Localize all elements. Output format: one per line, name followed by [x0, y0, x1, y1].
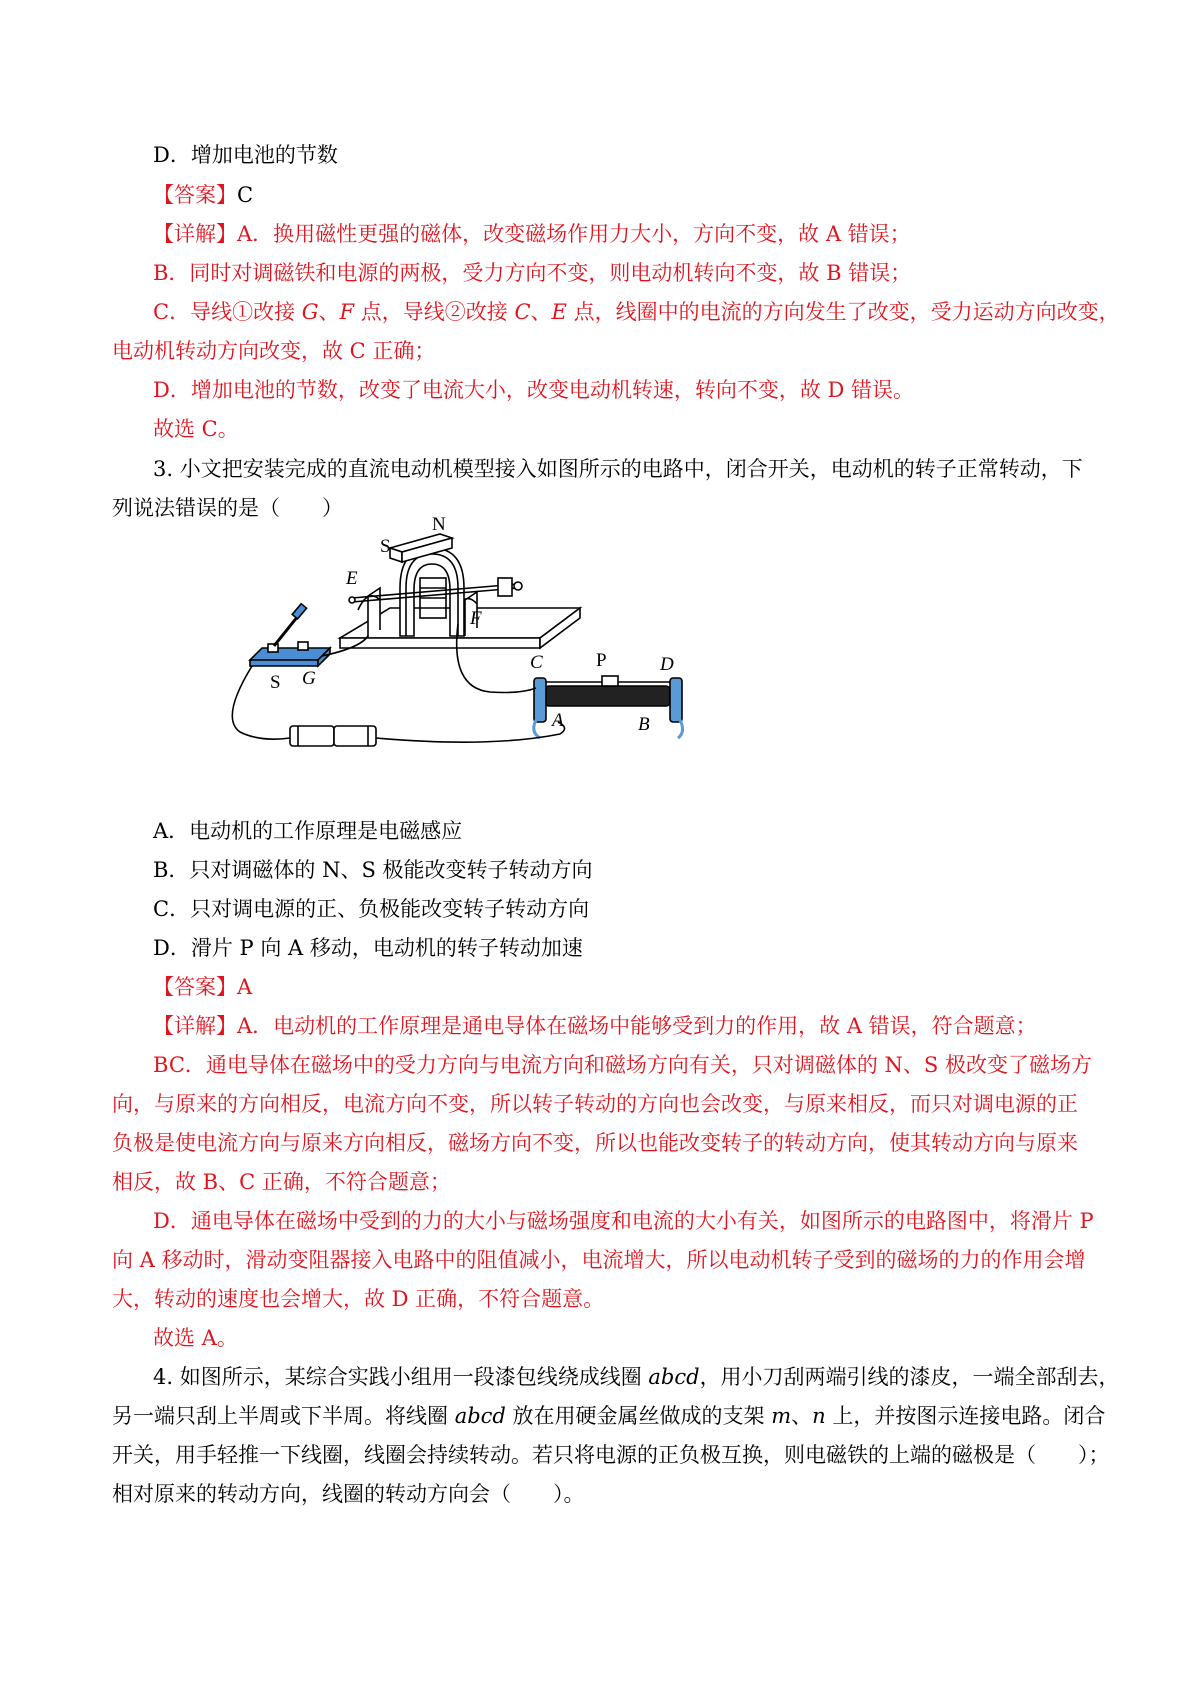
- q3-detail-d-line2: 向 A 移动时，滑动变阻器接入电路中的阻值减小，电流增大，所以电动机转子受到的磁场的力的作用会增: [112, 1248, 1086, 1272]
- label-g: G: [302, 668, 316, 689]
- text-seg: E: [551, 300, 567, 324]
- q3-option-b: B．只对调磁体的 N、S 极能改变转子转动方向: [153, 858, 593, 882]
- q3-option-d: D．滑片 P 向 A 移动，电动机的转子转动加速: [153, 936, 583, 960]
- answer-label: 【答案】: [153, 975, 237, 999]
- q2-detail-d: D．增加电池的节数，改变了电流大小，改变电动机转速，转向不变，故 D 错误。: [153, 378, 915, 402]
- text-seg: C: [514, 300, 531, 324]
- label-s-top: S: [380, 536, 391, 557]
- q2-selection: 故选 C。: [153, 417, 239, 441]
- answer-value: A: [237, 975, 253, 999]
- detail-label: 【详解】: [153, 222, 237, 246]
- text-seg: ，用小刀刮两端引线的漆皮，一端全部刮去，: [699, 1365, 1120, 1389]
- text-seg: 4. 如图所示，某综合实践小组用一段漆包线绕成线圈: [153, 1365, 649, 1389]
- q2-detail-b: B．同时对调磁铁和电源的两极，受力方向不变，则电动机转向不变，故 B 错误；: [153, 261, 912, 285]
- rheostat-slider: [602, 676, 618, 686]
- q3-selection: 故选 A。: [153, 1326, 238, 1350]
- q2-detail-c-line1: [153, 297, 1120, 327]
- label-s-switch: S: [270, 672, 281, 693]
- label-p: P: [596, 650, 607, 671]
- q3-stem-line2: 列说法错误的是（ ）: [112, 496, 343, 520]
- wire: [232, 666, 290, 739]
- text-seg: 点，导线②改接: [354, 300, 515, 324]
- text-seg: 上，并按图示连接电路。闭合: [825, 1404, 1106, 1428]
- text-seg: abcd: [454, 1404, 506, 1428]
- text-seg: 、: [530, 300, 552, 324]
- text-seg: F: [339, 300, 355, 324]
- q3-detail-d-line1: D．通电导体在磁场中受到的力的大小与磁场强度和电流的大小有关，如图所示的电路图中，将滑片 P: [153, 1209, 1094, 1233]
- label-b: B: [638, 714, 650, 735]
- label-e: E: [346, 568, 358, 589]
- motor-circuit-figure: [240, 514, 780, 808]
- q4-stem-line2: [112, 1401, 1105, 1431]
- answer-label: 【答案】: [153, 183, 237, 207]
- q3-answer: [153, 972, 252, 1002]
- answer-value: C: [237, 183, 254, 207]
- q3-detail-bc-line2: 向，与原来的方向相反，电流方向不变，所以转子转动的方向也会改变，与原来相反，而只对调电源的正: [112, 1092, 1078, 1116]
- label-f: F: [470, 608, 482, 629]
- text-seg: 另一端只刮上半周或下半周。将线圈: [112, 1404, 455, 1428]
- text-seg: C．导线①改接: [153, 300, 302, 324]
- q4-stem-line4: 相对原来的转动方向，线圈的转动方向会（ ）。: [112, 1482, 585, 1506]
- switch-lever: [274, 616, 298, 646]
- text-seg: 点，线圈中的电流的方向发生了改变，受力运动方向改变，: [566, 300, 1120, 324]
- text-seg: abcd: [648, 1365, 700, 1389]
- label-n-top: N: [432, 514, 446, 535]
- q3-option-c: C．只对调电源的正、负极能改变转子转动方向: [153, 897, 590, 921]
- q3-detail-bc-line1: BC．通电导体在磁场中的受力方向与电流方向和磁场方向有关，只对调磁体的 N、S 极改变了磁场方: [153, 1053, 1092, 1077]
- detail-text: A．换用磁性更强的磁体，改变磁场作用力大小，方向不变，故 A 错误；: [237, 222, 911, 246]
- text-seg: G: [301, 300, 319, 324]
- q4-stem-line1: [153, 1362, 1120, 1392]
- wire: [376, 722, 565, 742]
- q3-detail-a: [153, 1011, 1037, 1041]
- q3-detail-bc-line4: 相反，故 B、C 正确，不符合题意；: [112, 1170, 451, 1194]
- rheostat-body: [545, 686, 670, 706]
- text-seg: 、: [791, 1404, 813, 1428]
- text-seg: m: [771, 1404, 792, 1428]
- q2-detail-a: [153, 219, 911, 249]
- text-seg: 、: [318, 300, 340, 324]
- text-seg: n: [812, 1404, 826, 1428]
- text-seg: 放在用硬金属丝做成的支架: [505, 1404, 772, 1428]
- switch-base: [250, 648, 330, 660]
- detail-text: A．电动机的工作原理是通电导体在磁场中能够受到力的作用，故 A 错误，符合题意；: [237, 1014, 1037, 1038]
- label-a: A: [552, 710, 564, 731]
- q3-detail-d-line3: 大，转动的速度也会增大，故 D 正确，不符合题意。: [112, 1287, 605, 1311]
- q2-answer: [153, 180, 253, 210]
- label-d: D: [660, 654, 674, 675]
- label-c: C: [530, 652, 543, 673]
- q2-detail-c-line2: 电动机转动方向改变，故 C 正确；: [112, 339, 436, 363]
- q3-detail-bc-line3: 负极是使电流方向与原来方向相反，磁场方向不变，所以也能改变转子的转动方向，使其转动方向与原来: [112, 1131, 1078, 1155]
- battery-1: [290, 726, 334, 746]
- q3-option-a: A．电动机的工作原理是电磁感应: [153, 819, 463, 843]
- q3-stem-line1: 3. 小文把安装完成的直流电动机模型接入如图所示的电路中，闭合开关，电动机的转子正常转动，下: [153, 457, 1083, 481]
- q4-stem-line3: 开关，用手轻推一下线圈，线圈会持续转动。若只将电源的正负极互换，则电磁铁的上端的磁极是（ ）；: [112, 1443, 1110, 1467]
- detail-label: 【详解】: [153, 1014, 237, 1038]
- q2-option-d: D．增加电池的节数: [153, 143, 338, 167]
